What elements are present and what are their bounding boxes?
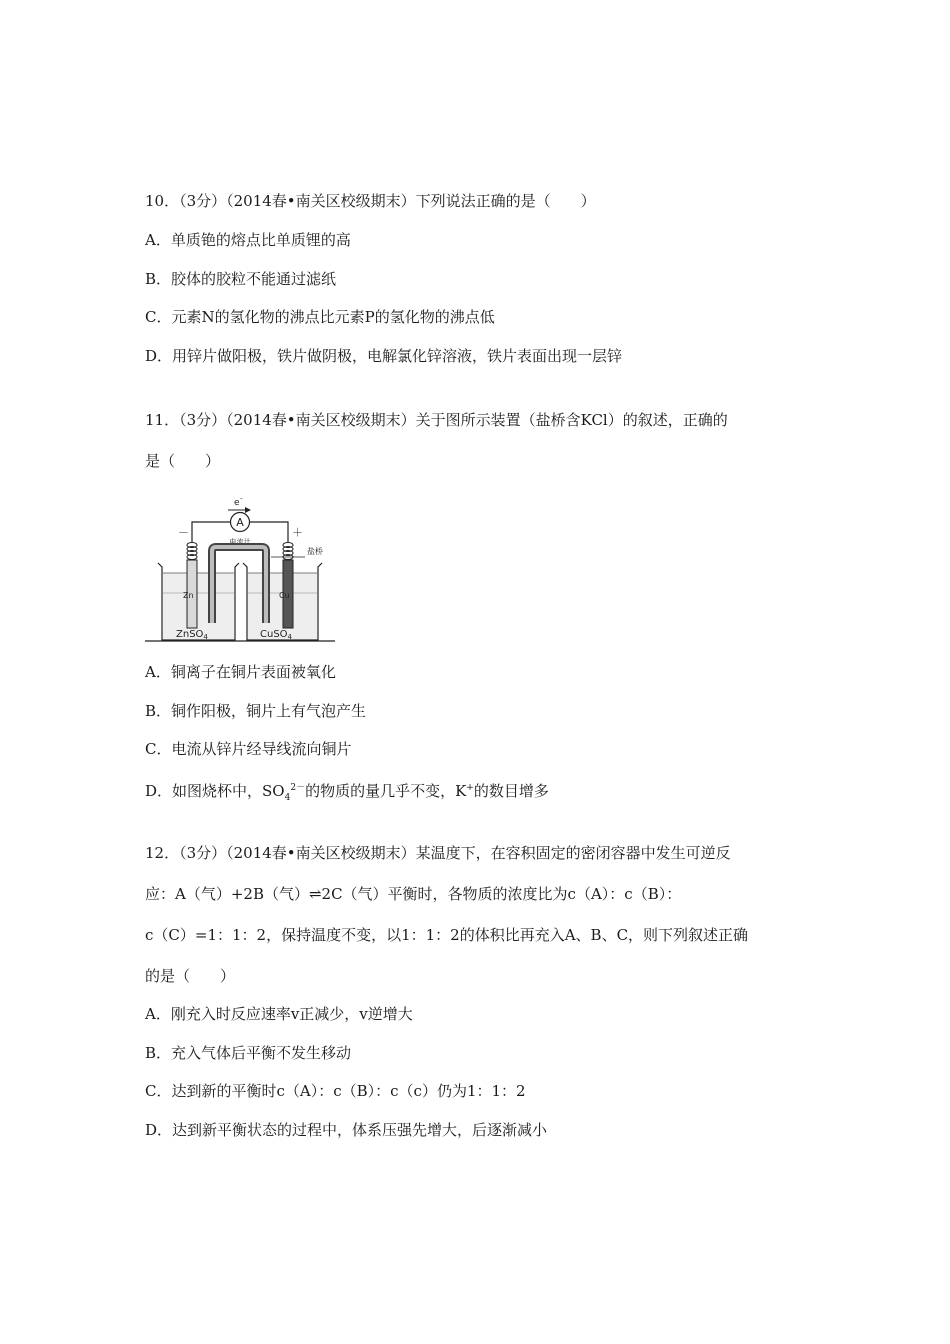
galvanic-cell-diagram	[140, 493, 340, 648]
q10-option-b: B．胶体的胶粒不能通过滤纸	[145, 270, 337, 288]
sulfate-subscript: 4	[284, 793, 291, 803]
right-solution-label: CuSO$_4$	[260, 629, 293, 641]
potassium-charge: +	[466, 783, 474, 793]
q11-stem-line1: 11．（3分）（2014春•南关区校级期末）关于图所示装置（盐桥含KCl）的叙述，正确的	[145, 411, 728, 429]
q11-option-d-mid: 的物质的量几乎不变，K	[305, 782, 467, 800]
plus-sign: ＋	[292, 526, 303, 539]
q10-option-a: A．单质铯的熔点比单质锂的高	[145, 231, 351, 249]
q12-option-c: C．达到新的平衡时c（A）：c（B）：c（c）仍为1：1：2	[145, 1082, 526, 1100]
ammeter-symbol: A	[236, 516, 244, 529]
q10-stem: 10．（3分）（2014春•南关区校级期末）下列说法正确的是（ ）	[145, 192, 596, 210]
electron-arrowhead	[245, 507, 251, 513]
q11-option-d-post: 的数目增多	[473, 782, 549, 800]
q12-option-b: B．充入气体后平衡不发生移动	[145, 1044, 352, 1062]
q10-option-d: D．用锌片做阳极，铁片做阴极，电解氯化锌溶液，铁片表面出现一层锌	[145, 347, 623, 365]
q11-option-a: A．铜离子在铜片表面被氧化	[145, 663, 336, 681]
copper-label: Cu	[279, 591, 290, 600]
left-wire	[192, 522, 230, 543]
left-coil-icon	[187, 543, 197, 560]
electron-label: e	[234, 498, 240, 508]
minus-sign: －	[178, 526, 189, 539]
q11-option-d	[145, 778, 549, 808]
q12-stem-line2: 应：A（气）+2B（气）⇌2C（气）平衡时，各物质的浓度比为c（A）：c（B）：	[145, 885, 682, 903]
salt-bridge-label: 盐桥	[307, 547, 323, 556]
q11-option-d-pre: D．如图烧杯中，SO	[145, 782, 285, 800]
right-wire	[250, 522, 288, 543]
q12-stem-line4: 的是（ ）	[145, 967, 236, 985]
ammeter-label: 电流计	[229, 538, 251, 546]
q11-option-b: B．铜作阳极，铜片上有气泡产生	[145, 702, 367, 720]
q12-option-a: A．刚充入时反应速率v正减少，v逆增大	[145, 1005, 413, 1023]
q12-option-d: D．达到新平衡状态的过程中，体系压强先增大，后逐渐减小	[145, 1121, 548, 1139]
q11-option-c: C．电流从锌片经导线流向铜片	[145, 740, 352, 758]
sulfate-charge: 2－	[290, 783, 306, 793]
q10-option-c: C．元素N的氢化物的沸点比元素P的氢化物的沸点低	[145, 308, 495, 326]
q12-stem-line3: c（C）=1：1：2，保持温度不变，以1：1：2的体积比再充入A、B、C，则下列叙述正确	[145, 926, 749, 944]
left-solution-label: ZnSO$_4$	[176, 629, 208, 641]
q12-stem-line1: 12．（3分）（2014春•南关区校级期末）某温度下，在容积固定的密闭容器中发生可逆反	[145, 844, 731, 862]
q11-stem-line2: 是（ ）	[145, 452, 221, 470]
zinc-label: Zn	[183, 591, 194, 600]
electron-charge: -	[240, 495, 243, 503]
